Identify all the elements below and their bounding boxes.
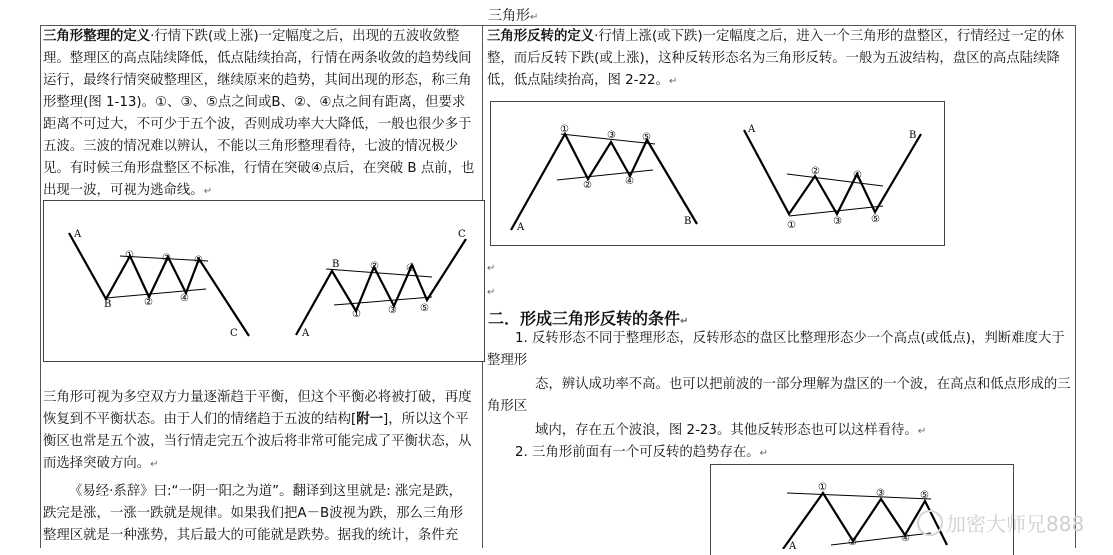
watermark-logo-icon bbox=[917, 510, 943, 536]
label-2-left: ② bbox=[144, 297, 153, 308]
partial-label-1: ① bbox=[818, 482, 827, 493]
partial-label-3: ③ bbox=[876, 488, 885, 499]
table-right-border bbox=[1075, 25, 1076, 548]
empty-line-1: ↵ bbox=[487, 263, 496, 274]
left-definition-paragraph: 三角形整理的定义·行情下跌(或上涨)一定幅度之后，出现的五波收敛整理。整理区的高点陆续降低，低点陆续抬高，行情在两条收敛的趋势线间运行，最终行情突破整理区，继续原来的趋势，其间出现的形态，称三角形整理(图 1-13)。①、③、⑤点之间或B、②、④点之间有距离，但要求距离不可过大，不可少于五个波，否则成功率大大降低，一般也很少多于五波。三波的情况难以辨认，不能以三角形整理看待，七波的情况极少见。有时候三角形盘整区不标准，行情在突破④点后，在突破 B 点前，也出现一波，可视为逃命线。↵ bbox=[43, 29, 475, 198]
rev-label-1-right: ① bbox=[787, 220, 796, 231]
rev-label-5-left: ⑤ bbox=[642, 132, 651, 143]
watermark-text: 加密大师兄888 bbox=[946, 512, 1085, 536]
right-definition-term: 三角形反转的定义 bbox=[487, 29, 595, 44]
label-a-left: A bbox=[74, 229, 82, 240]
label-b-right: B bbox=[332, 259, 340, 270]
label-5-left: ⑤ bbox=[194, 255, 203, 266]
triangle-reversal-diagram bbox=[491, 102, 944, 245]
rev-label-5-right: ⑤ bbox=[871, 214, 880, 225]
label-1-right: ① bbox=[352, 309, 361, 320]
label-4-right: ④ bbox=[406, 263, 415, 274]
rev-label-2-left: ② bbox=[583, 180, 592, 191]
section-title: 二．形成三角形反转的条件↵ bbox=[488, 309, 689, 328]
rev-label-4-right: ④ bbox=[853, 170, 862, 181]
condition-1-paragraph: 1. 反转形态不同于整理形态，反转形态的盘区比整理形态少一个高点(或低点)，判断难度大于整理形 bbox=[487, 331, 1065, 368]
appendix-reference: 附一 bbox=[356, 412, 383, 427]
left-definition-text: ·行情下跌(或上涨)一定幅度之后，出现的五波收敛整理。整理区的高点陆续降低，低点陆续抬高，行情在两条收敛的趋势线间运行，最终行情突破整理区，继续原来的趋势，其间出现的形态，称三角形整理(图 1-13)。①、③、⑤点之间或B、②、④点之间有距离，但要求距离不可过大，不可少于五个波，否则成功率大大降低，一般也很少多于五波。三波的情况难以辨认，不能以三角形整理看待，七波的情况极少见。有时候三角形盘整区不标准，行情在突破④点后，在突破 B 点前，也出现一波，可视为逃命线。 bbox=[43, 29, 475, 198]
rev-label-a-left: A bbox=[517, 222, 525, 233]
rev-label-1-left: ① bbox=[560, 124, 569, 135]
left-definition-term: 三角形整理的定义 bbox=[43, 29, 151, 44]
label-3-right: ③ bbox=[388, 305, 397, 316]
label-c-left: C bbox=[230, 328, 238, 339]
rev-label-b-right: B bbox=[909, 130, 917, 141]
label-c-right: C bbox=[458, 229, 466, 240]
header-title: 三角形↵ bbox=[488, 8, 539, 24]
condition-1-continued: 态，辨认成功率不高。也可以把前波的一部分理解为盘区的一个波，在高点和低点形成的三角形区 bbox=[487, 377, 1071, 414]
label-1-left: ① bbox=[125, 250, 134, 261]
rev-label-4-left: ④ bbox=[625, 176, 634, 187]
left-yijing-paragraph: 《易经·系辞》曰:“一阴一阳之为道”。翻译到这里就是: 涨完是跌，跌完是涨，一涨一跌就是规律。如果我们把A－B波视为跌，那么三角形整理区就是一种涨势，其后最大的可能就是跌势。据我的统计，条件充 bbox=[43, 484, 464, 543]
right-definition-text: ·行情上涨(或下跌)一定幅度之后，进入一个三角形的盘整区，行情经过一定的休整，而后反转下跌(或上涨)，这种反转形态名为三角形反转。一般为五波结构，盘区的高点陆续降低，低点陆续抬高，图 2-22。 bbox=[487, 29, 1065, 88]
label-4-left: ④ bbox=[180, 293, 189, 304]
rev-label-3-right: ③ bbox=[833, 216, 842, 227]
right-definition-paragraph: 三角形反转的定义·行情上涨(或下跌)一定幅度之后，进入一个三角形的盘整区，行情经过一定的休整，而后反转下跌(或上涨)，这种反转形态名为三角形反转。一般为五波结构，盘区的高点陆续降低，低点陆续抬高，图 2-22。↵ bbox=[487, 29, 1065, 88]
condition-1-end: 域内，存在五个波浪，图 2-23。其他反转形态也可以这样看待。↵ bbox=[535, 423, 927, 438]
label-a-right: A bbox=[302, 328, 310, 339]
rev-label-b-left: B bbox=[684, 216, 692, 227]
triangle-consolidation-diagram bbox=[44, 201, 484, 361]
partial-label-4: ④ bbox=[901, 533, 910, 544]
partial-label-2: ② bbox=[848, 537, 857, 548]
label-5-right: ⑤ bbox=[420, 303, 429, 314]
label-2-right: ② bbox=[370, 261, 379, 272]
table-left-border bbox=[40, 25, 41, 548]
rev-label-3-left: ③ bbox=[607, 130, 616, 141]
rev-label-2-right: ② bbox=[811, 166, 820, 177]
partial-label-5: ⑤ bbox=[920, 490, 929, 501]
partial-label-a: A bbox=[789, 541, 797, 549]
left-balance-paragraph: 三角形可视为多空双方力量逐渐趋于平衡，但这个平衡必将被打破，再度恢复到不平衡状态。由于人们的情绪趋于五波的结构[附一]，所以这个平衡区也常是五个波，当行情走完五个波后将非常可能完成了平衡状态，从而选择突破方向。↵ bbox=[43, 390, 472, 471]
rev-label-a-right: A bbox=[748, 124, 756, 135]
label-3-left: ③ bbox=[162, 253, 171, 264]
condition-2-paragraph: 2. 三角形前面有一个可反转的趋势存在。↵ bbox=[515, 445, 769, 460]
label-b-left: B bbox=[104, 299, 112, 310]
header-title-text: 三角形 bbox=[488, 8, 530, 24]
figure-1-13-triangle-consolidation bbox=[43, 200, 485, 362]
figure-2-22-triangle-reversal bbox=[490, 101, 945, 246]
empty-line-2: ↵ bbox=[487, 287, 496, 298]
